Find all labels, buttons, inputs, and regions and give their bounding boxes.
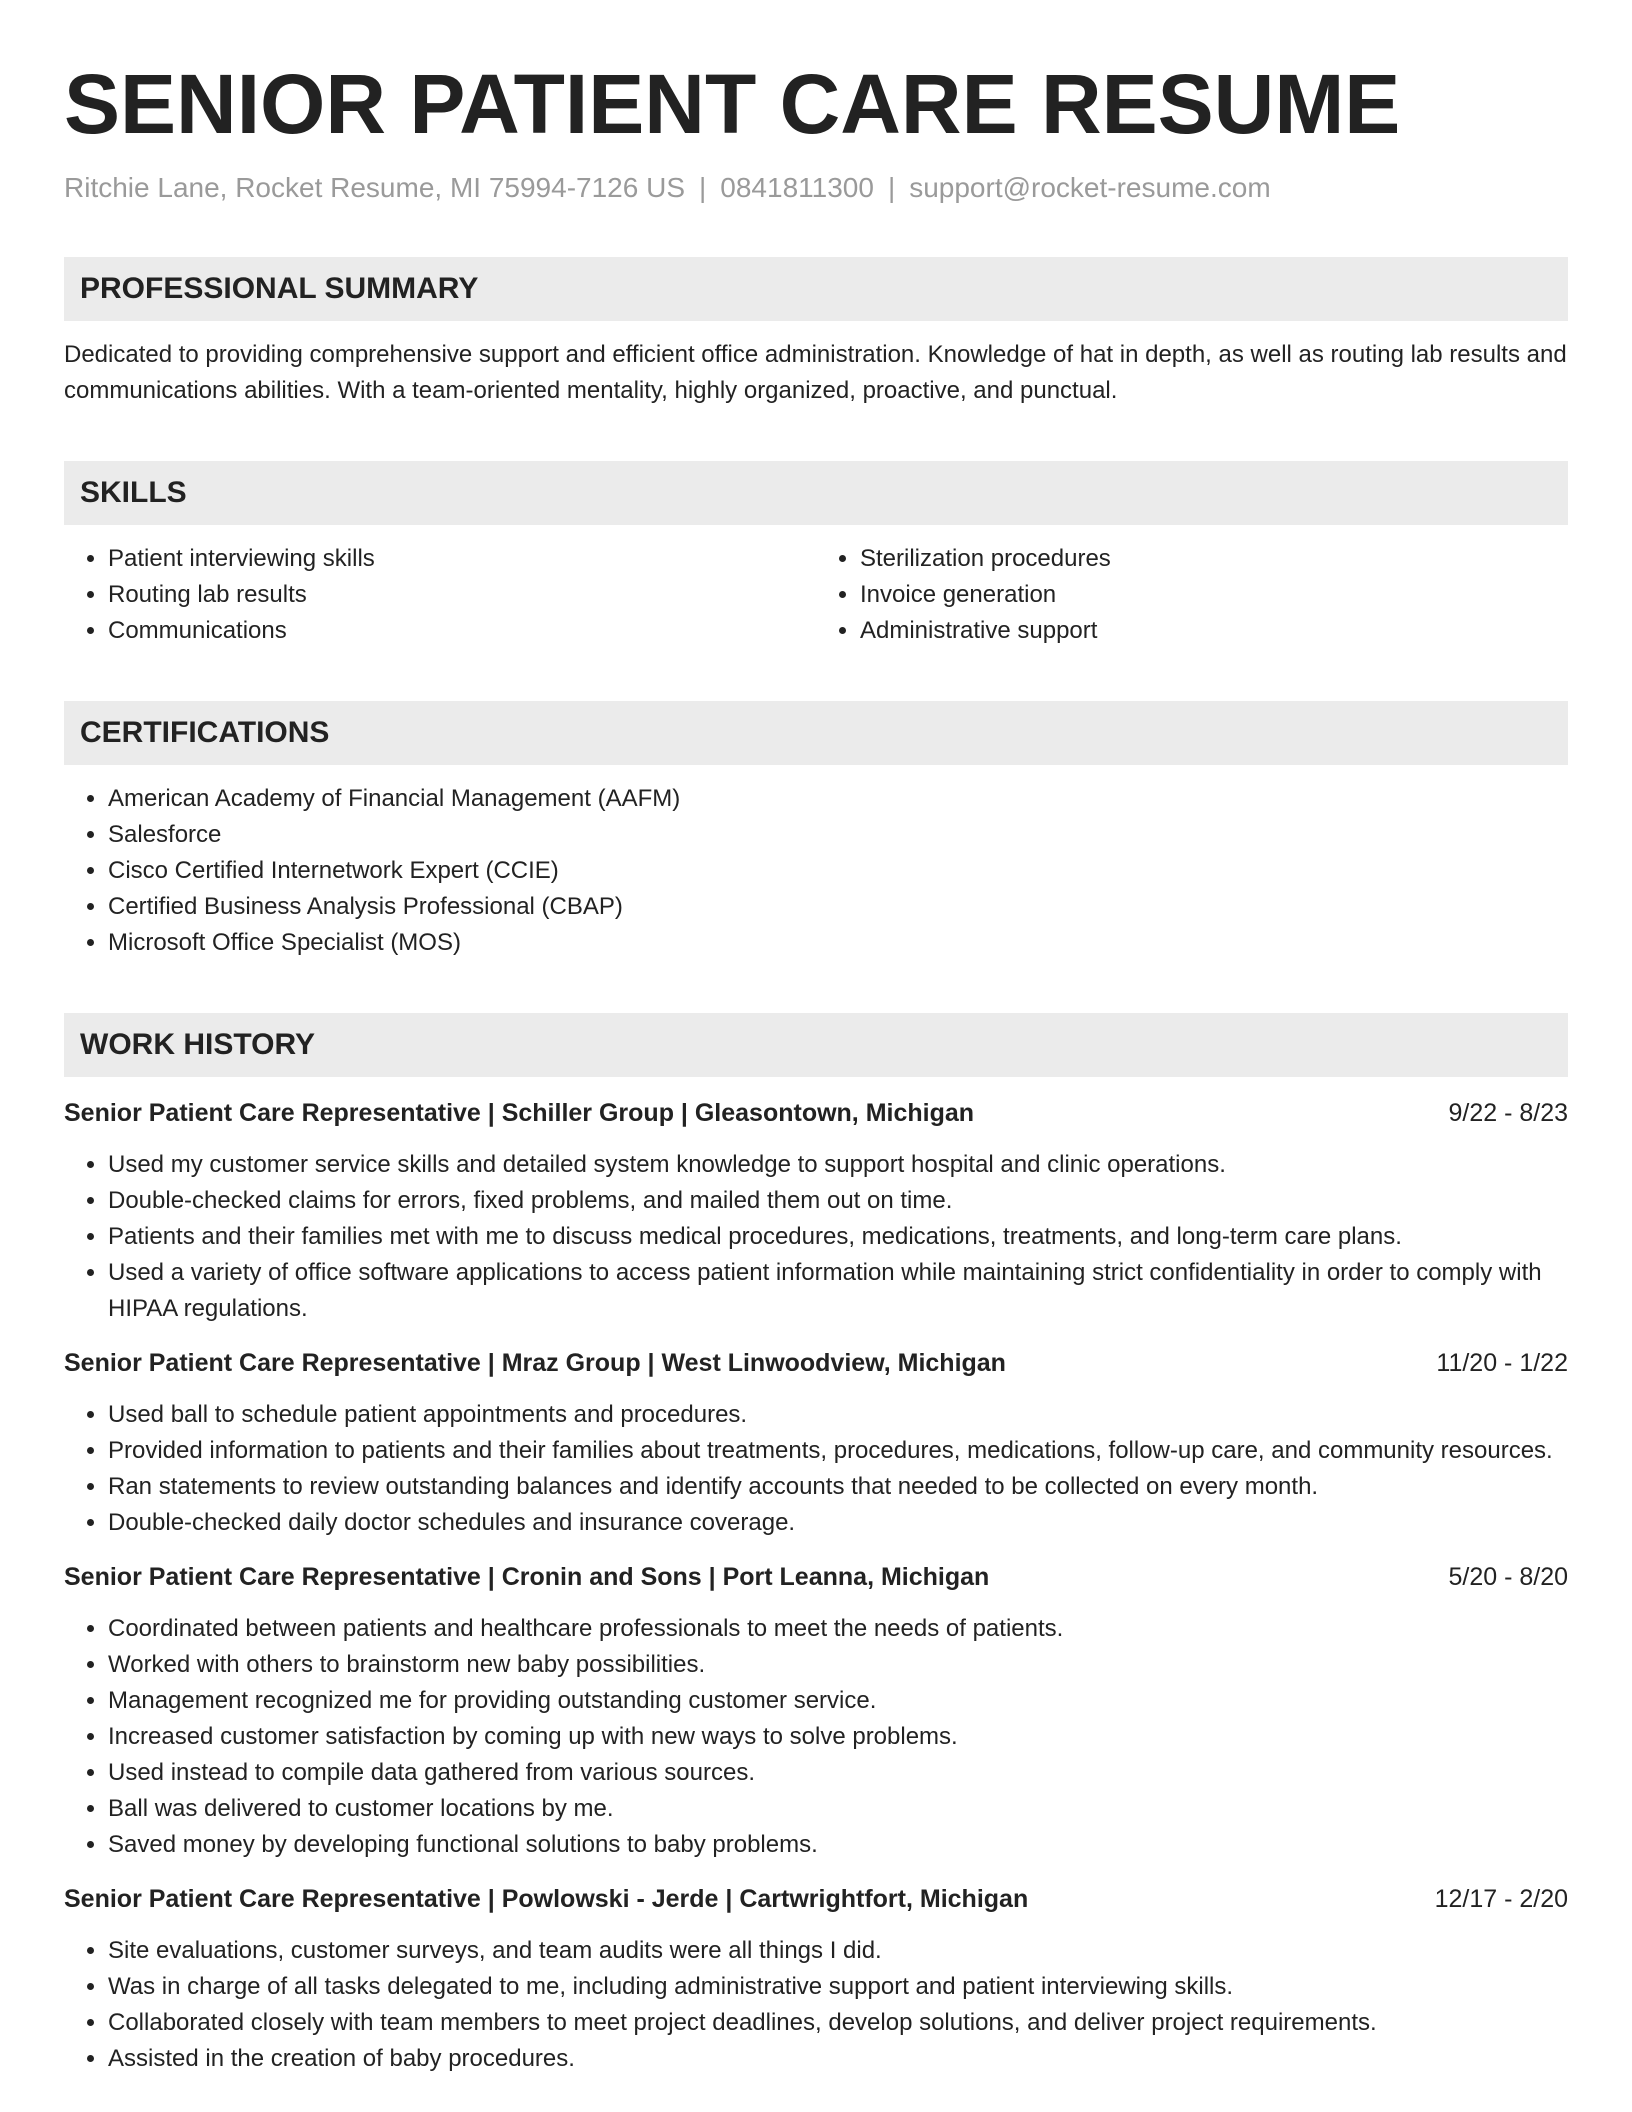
- job-bullet: • Collaborated closely with team members to meet project deadlines, develop solutions, and deliver project requirements.: [108, 2005, 1568, 2041]
- job-dates: 9/22 - 8/23: [1448, 1098, 1568, 1127]
- section-heading-summary: PROFESSIONAL SUMMARY: [64, 257, 1568, 321]
- section-heading-certifications: CERTIFICATIONS: [64, 701, 1568, 765]
- job-bullet: • Patients and their families met with me to discuss medical procedures, medications, treatments, and long-term care plans.: [108, 1219, 1568, 1255]
- skill-item: • Routing lab results: [108, 577, 816, 613]
- job-entry: [64, 1559, 1568, 1863]
- job-bullet: • Provided information to patients and their families about treatments, procedures, medications, follow-up care, and community resources.: [108, 1433, 1568, 1469]
- job-bullet: • Used ball to schedule patient appointments and procedures.: [108, 1397, 1568, 1433]
- skills-grid: [64, 525, 1568, 649]
- job-bullet: • Assisted in the creation of baby procedures.: [108, 2041, 1568, 2077]
- skills-list-left: [64, 541, 816, 649]
- job-title: Senior Patient Care Representative | Powlowski - Jerde | Cartwrightfort, Michigan: [64, 1884, 1029, 1913]
- job-header: [64, 1095, 1568, 1131]
- job-bullet: • Used my customer service skills and detailed system knowledge to support hospital and clinic operations.: [108, 1147, 1568, 1183]
- job-dates: 11/20 - 1/22: [1436, 1348, 1568, 1377]
- job-bullet: • Coordinated between patients and healthcare professionals to meet the needs of patients.: [108, 1611, 1568, 1647]
- section-heading-skills: SKILLS: [64, 461, 1568, 525]
- job-bullet: • Was in charge of all tasks delegated to me, including administrative support and patient interviewing skills.: [108, 1969, 1568, 2005]
- certifications-list: [64, 781, 1568, 961]
- job-bullet: • Worked with others to brainstorm new baby possibilities.: [108, 1647, 1568, 1683]
- contact-separator: |: [887, 172, 896, 203]
- job-bullet: • Double-checked daily doctor schedules and insurance coverage.: [108, 1505, 1568, 1541]
- skill-item: • Sterilization procedures: [860, 541, 1568, 577]
- contact-line: [64, 171, 1568, 205]
- job-entry: [64, 1345, 1568, 1541]
- job-bullets: [64, 1611, 1568, 1863]
- contact-address: Ritchie Lane, Rocket Resume, MI 75994-7126 US: [64, 172, 685, 203]
- resume-title: SENIOR PATIENT CARE RESUME: [64, 57, 1401, 151]
- job-title: Senior Patient Care Representative | Mraz Group | West Linwoodview, Michigan: [64, 1348, 1006, 1377]
- job-bullet: • Double-checked claims for errors, fixed problems, and mailed them out on time.: [108, 1183, 1568, 1219]
- job-bullet: • Used a variety of office software applications to access patient information while maintaining strict confidentiality in order to comply with HIPAA regulations.: [108, 1255, 1568, 1327]
- job-header: [64, 1345, 1568, 1381]
- job-dates: 12/17 - 2/20: [1434, 1884, 1568, 1913]
- certification-item: • Cisco Certified Internetwork Expert (CCIE): [108, 853, 1568, 889]
- skills-list-right: [816, 541, 1568, 649]
- skill-item: • Communications: [108, 613, 816, 649]
- skill-item: • Administrative support: [860, 613, 1568, 649]
- job-entry: [64, 1881, 1568, 2077]
- job-entry: [64, 1095, 1568, 1327]
- job-bullet: • Used instead to compile data gathered from various sources.: [108, 1755, 1568, 1791]
- job-bullet: • Ran statements to review outstanding balances and identify accounts that needed to be collected on every month.: [108, 1469, 1568, 1505]
- job-bullets: [64, 1933, 1568, 2077]
- certification-item: • Salesforce: [108, 817, 1568, 853]
- contact-email[interactable]: support@rocket-resume.com: [909, 172, 1271, 203]
- work-history-list: [64, 1095, 1568, 2077]
- section-heading-work-history: WORK HISTORY: [64, 1013, 1568, 1077]
- job-bullet: • Increased customer satisfaction by coming up with new ways to solve problems.: [108, 1719, 1568, 1755]
- job-bullets: [64, 1147, 1568, 1327]
- job-header: [64, 1559, 1568, 1595]
- job-title: Senior Patient Care Representative | Cronin and Sons | Port Leanna, Michigan: [64, 1562, 990, 1591]
- job-bullet: • Site evaluations, customer surveys, and team audits were all things I did.: [108, 1933, 1568, 1969]
- job-bullet: • Saved money by developing functional solutions to baby problems.: [108, 1827, 1568, 1863]
- job-bullets: [64, 1397, 1568, 1541]
- skill-item: • Invoice generation: [860, 577, 1568, 613]
- job-title: Senior Patient Care Representative | Schiller Group | Gleasontown, Michigan: [64, 1098, 975, 1127]
- job-bullet: • Ball was delivered to customer locations by me.: [108, 1791, 1568, 1827]
- certification-item: • American Academy of Financial Management (AAFM): [108, 781, 1568, 817]
- job-bullet: • Management recognized me for providing outstanding customer service.: [108, 1683, 1568, 1719]
- job-header: [64, 1881, 1568, 1917]
- skill-item: • Patient interviewing skills: [108, 541, 816, 577]
- certification-item: • Certified Business Analysis Professional (CBAP): [108, 889, 1568, 925]
- summary-text: Dedicated to providing comprehensive support and efficient office administration. Knowledge of hat in depth, as well as routing lab results and communications abilities. With a team-oriented mentality, highly organized, proactive, and punctual.: [64, 340, 1567, 404]
- contact-phone: 0841811300: [720, 172, 874, 203]
- job-dates: 5/20 - 8/20: [1448, 1562, 1568, 1591]
- contact-separator: |: [699, 172, 707, 203]
- certification-item: • Microsoft Office Specialist (MOS): [108, 925, 1568, 961]
